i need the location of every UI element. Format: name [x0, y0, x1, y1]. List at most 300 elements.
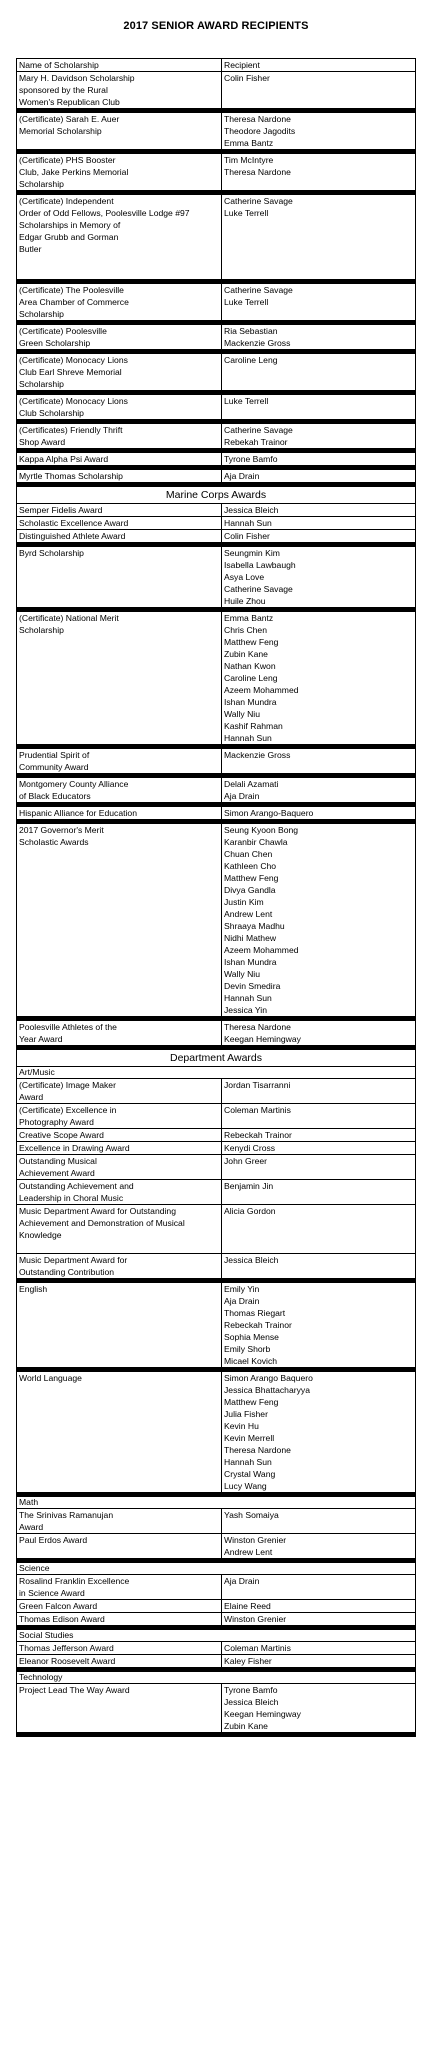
section-header-label: Department Awards — [169, 1052, 263, 1064]
recipient-name: Catherine Savage — [224, 584, 293, 594]
category-header — [17, 1497, 415, 1509]
recipient-name: Kathleen Cho — [224, 861, 277, 871]
recipient-name: John Greer — [224, 1156, 267, 1166]
award-name-cell — [17, 530, 222, 542]
table-row — [17, 1372, 415, 1497]
table-row — [17, 1104, 415, 1129]
award-name-line: Distinguished Athlete Award — [19, 531, 126, 541]
award-name-line: (Certificate) Independent — [19, 196, 114, 206]
award-name-cell — [17, 72, 222, 108]
table-row — [17, 424, 415, 453]
recipient-name: Tim McIntyre — [224, 155, 274, 165]
award-name-cell — [17, 1180, 222, 1204]
award-name-line: Award — [19, 1092, 44, 1102]
award-name-line: Club Earl Shreve Memorial — [19, 367, 122, 377]
recipient-name: Alicia Gordon — [224, 1206, 276, 1216]
table-row — [17, 1684, 415, 1737]
recipient-name: Isabella Lawbaugh — [224, 560, 296, 570]
recipient-cell — [222, 1254, 413, 1278]
recipient-cell — [222, 1129, 413, 1141]
table-row — [17, 1254, 415, 1283]
award-name-line: Women's Republican Club — [19, 97, 120, 107]
table-row — [17, 749, 415, 778]
award-name-line: Achievement Award — [19, 1168, 95, 1178]
table-row — [17, 824, 415, 1021]
table-row — [17, 504, 415, 517]
recipient-name: Caroline Leng — [224, 673, 278, 683]
recipient-name: Zubin Kane — [224, 1721, 268, 1731]
recipient-name: Catherine Savage — [224, 285, 293, 295]
award-name-line: Year Award — [19, 1034, 63, 1044]
recipient-name: Emma Bantz — [224, 138, 274, 148]
recipient-name: Matthew Feng — [224, 637, 279, 647]
recipient-cell — [222, 1104, 413, 1128]
table-row — [17, 517, 415, 530]
award-name-line: Paul Erdos Award — [19, 1535, 88, 1545]
recipient-name: Crystal Wang — [224, 1469, 276, 1479]
recipient-name: Theresa Nardone — [224, 114, 291, 124]
award-name-cell — [17, 1283, 222, 1367]
award-name-line: Music Department Award for — [19, 1255, 128, 1265]
recipient-cell — [222, 470, 413, 482]
award-name-line: Mary H. Davidson Scholarship — [19, 73, 135, 83]
recipient-name: Ishan Mundra — [224, 957, 277, 967]
recipient-name: Luke Terrell — [224, 396, 269, 406]
category-header — [17, 1630, 415, 1642]
table-row — [17, 470, 415, 487]
award-name-line: Music Department Award for Outstanding — [19, 1206, 176, 1216]
recipient-name: Aja Drain — [224, 1576, 260, 1586]
award-name-cell — [17, 354, 222, 390]
recipient-name: Hannah Sun — [224, 733, 272, 743]
table-row — [17, 72, 415, 113]
recipient-name: Delali Azamati — [224, 779, 279, 789]
recipient-cell — [222, 59, 413, 71]
recipient-cell — [222, 325, 413, 349]
recipient-cell — [222, 1205, 413, 1253]
table-row — [17, 1613, 415, 1630]
section-header — [17, 487, 415, 504]
table-row — [17, 453, 415, 470]
award-name-cell — [17, 517, 222, 529]
recipient-cell — [222, 72, 413, 108]
table-row — [17, 807, 415, 824]
table-row — [17, 1155, 415, 1180]
recipient-name: Rebekah Trainor — [224, 437, 288, 447]
table-row — [17, 354, 415, 395]
award-name-cell — [17, 1254, 222, 1278]
recipient-cell — [222, 749, 413, 773]
table-row — [17, 612, 415, 749]
recipient-name: Lucy Wang — [224, 1481, 267, 1491]
award-name-line: Poolesville Athletes of the — [19, 1022, 117, 1032]
recipient-cell — [222, 1509, 413, 1533]
recipient-cell — [222, 824, 413, 1016]
category-label: Technology — [19, 1672, 63, 1682]
award-name-line: Club, Jake Perkins Memorial — [19, 167, 129, 177]
table-row — [17, 1575, 415, 1600]
table-row — [17, 195, 415, 284]
award-name-cell — [17, 807, 222, 819]
table-row — [17, 1509, 415, 1534]
recipient-cell — [222, 354, 413, 390]
recipient-cell — [222, 284, 413, 320]
recipient-name: Hannah Sun — [224, 518, 272, 528]
award-name-cell — [17, 1079, 222, 1103]
award-name-cell — [17, 1684, 222, 1732]
award-name-line: (Certificate) Sarah E. Auer — [19, 114, 120, 124]
recipient-cell — [222, 1642, 413, 1654]
award-name-line: Name of Scholarship — [19, 60, 99, 70]
recipient-cell — [222, 195, 413, 279]
table-row — [17, 547, 415, 612]
award-name-cell — [17, 749, 222, 773]
award-name-line: Byrd Scholarship — [19, 548, 84, 558]
recipient-name: Julia Fisher — [224, 1409, 268, 1419]
recipient-name: Kashif Rahman — [224, 721, 283, 731]
recipient-name: Tyrone Bamfo — [224, 454, 278, 464]
recipient-name: Rebeckah Trainor — [224, 1130, 292, 1140]
award-name-line: (Certificate) Poolesville — [19, 326, 107, 336]
recipient-cell — [222, 154, 413, 190]
recipient-cell — [222, 1155, 413, 1179]
recipient-name: Wally Niu — [224, 969, 260, 979]
table-row — [17, 530, 415, 547]
award-name-cell — [17, 1600, 222, 1612]
award-name-line: Kappa Alpha Psi Award — [19, 454, 109, 464]
award-name-line: Scholastic Excellence Award — [19, 518, 129, 528]
recipient-name: Coleman Martinis — [224, 1643, 291, 1653]
recipient-cell — [222, 1283, 413, 1367]
recipient-name: Jessica Yin — [224, 1005, 267, 1015]
recipient-cell — [222, 453, 413, 465]
award-name-line: in Science Award — [19, 1588, 85, 1598]
recipient-name: Ishan Mundra — [224, 697, 277, 707]
recipient-cell — [222, 1575, 413, 1599]
award-name-line: Leadership in Choral Music — [19, 1193, 124, 1203]
award-name-line: Award — [19, 1522, 44, 1532]
award-name-line: Photography Award — [19, 1117, 94, 1127]
award-name-cell — [17, 470, 222, 482]
recipient-name: Justin Kim — [224, 897, 264, 907]
recipient-name: Hannah Sun — [224, 993, 272, 1003]
recipient-name: Simon Arango Baquero — [224, 1373, 313, 1383]
recipient-cell — [222, 113, 413, 149]
award-name-line: Prudential Spirit of — [19, 750, 90, 760]
recipient-cell — [222, 1142, 413, 1154]
recipient-name: Nidhi Mathew — [224, 933, 277, 943]
award-name-cell — [17, 1655, 222, 1667]
award-name-line: Myrtle Thomas Scholarship — [19, 471, 123, 481]
award-name-cell — [17, 1104, 222, 1128]
recipient-name: Aja Drain — [224, 1296, 260, 1306]
recipient-cell — [222, 1684, 413, 1732]
award-name-cell — [17, 778, 222, 802]
table-row — [17, 154, 415, 195]
recipient-name: Micael Kovich — [224, 1356, 278, 1366]
award-name-line: Green Falcon Award — [19, 1601, 98, 1611]
recipient-cell — [222, 1079, 413, 1103]
award-name-line: Green Scholarship — [19, 338, 91, 348]
award-name-cell — [17, 1575, 222, 1599]
recipient-name: Catherine Savage — [224, 425, 293, 435]
award-name-line: Shop Award — [19, 437, 66, 447]
award-name-line: Club Scholarship — [19, 408, 84, 418]
recipient-name: Mackenzie Gross — [224, 750, 291, 760]
recipient-name: Chuan Chen — [224, 849, 273, 859]
recipient-name: Jessica Bleich — [224, 505, 279, 515]
award-name-cell — [17, 1021, 222, 1045]
recipient-name: Emily Shorb — [224, 1344, 271, 1354]
recipient-name: Devin Smedira — [224, 981, 281, 991]
recipient-name: Luke Terrell — [224, 297, 269, 307]
recipient-name: Tyrone Bamfo — [224, 1685, 278, 1695]
recipient-name: Jessica Bleich — [224, 1697, 279, 1707]
award-name-line: (Certificate) National Merit — [19, 613, 119, 623]
category-header — [17, 1563, 415, 1575]
recipient-name: Chris Chen — [224, 625, 267, 635]
table-row — [17, 113, 415, 154]
award-name-cell — [17, 113, 222, 149]
award-name-line: Scholarship — [19, 625, 64, 635]
recipient-name: Caroline Leng — [224, 355, 278, 365]
recipient-name: Matthew Feng — [224, 873, 279, 883]
recipient-name: Rebeckah Trainor — [224, 1320, 292, 1330]
recipient-name: Theresa Nardone — [224, 1445, 291, 1455]
award-name-line: World Language — [19, 1373, 82, 1383]
award-name-line: (Certificate) Monocacy Lions — [19, 396, 128, 406]
table-row — [17, 778, 415, 807]
award-name-cell — [17, 1155, 222, 1179]
recipient-cell — [222, 504, 413, 516]
award-name-line: Excellence in Drawing Award — [19, 1143, 130, 1153]
recipient-name: Karanbir Chawla — [224, 837, 288, 847]
award-name-line: (Certificate) The Poolesville — [19, 285, 124, 295]
recipient-name: Yash Somaiya — [224, 1510, 279, 1520]
award-name-cell — [17, 1613, 222, 1625]
award-name-cell — [17, 154, 222, 190]
recipient-cell — [222, 517, 413, 529]
award-name-cell — [17, 325, 222, 349]
recipient-cell — [222, 424, 413, 448]
award-name-line: The Srinivas Ramanujan — [19, 1510, 114, 1520]
recipient-name: Catherine Savage — [224, 196, 293, 206]
recipient-name: Theresa Nardone — [224, 1022, 291, 1032]
recipient-name: Keegan Hemingway — [224, 1709, 301, 1719]
recipient-name: Andrew Lent — [224, 909, 273, 919]
award-name-line: (Certificate) Monocacy Lions — [19, 355, 128, 365]
recipient-name: Jessica Bleich — [224, 1255, 279, 1265]
recipient-name: Asya Love — [224, 572, 265, 582]
award-name-line: (Certificates) Friendly Thrift — [19, 425, 123, 435]
table-row — [17, 1534, 415, 1563]
category-label: Art/Music — [19, 1067, 55, 1077]
award-name-line: English — [19, 1284, 48, 1294]
award-name-cell — [17, 395, 222, 419]
award-name-line: Scholarship — [19, 379, 64, 389]
table-row — [17, 1079, 415, 1104]
award-name-cell — [17, 547, 222, 607]
recipient-name: Seungmin Kim — [224, 548, 280, 558]
award-name-line: of Black Educators — [19, 791, 91, 801]
category-header — [17, 1067, 415, 1079]
recipient-name: Huile Zhou — [224, 596, 266, 606]
award-name-line: Community Award — [19, 762, 89, 772]
recipient-cell — [222, 530, 413, 542]
recipient-name: Kenydi Cross — [224, 1143, 276, 1153]
award-name-line: Scholastic Awards — [19, 837, 89, 847]
award-name-line: Knowledge — [19, 1230, 62, 1240]
award-name-line: Eleanor Roosevelt Award — [19, 1656, 116, 1666]
award-name-line: Scholarship — [19, 309, 64, 319]
award-name-cell — [17, 1372, 222, 1492]
recipient-name: Kaley Fisher — [224, 1656, 272, 1666]
recipient-name: Luke Terrell — [224, 208, 269, 218]
category-label: Science — [19, 1563, 50, 1573]
award-name-line: Project Lead The Way Award — [19, 1685, 130, 1695]
recipient-name: Aja Drain — [224, 791, 260, 801]
award-name-line: Thomas Jefferson Award — [19, 1643, 114, 1653]
recipient-name: Elaine Reed — [224, 1601, 271, 1611]
table-row — [17, 325, 415, 354]
table-row — [17, 1142, 415, 1155]
recipient-name: Keegan Hemingway — [224, 1034, 301, 1044]
award-name-line: sponsored by the Rural — [19, 85, 108, 95]
recipient-name: Jordan Tisarranni — [224, 1080, 291, 1090]
category-label: Social Studies — [19, 1630, 74, 1640]
recipient-name: Thomas Riegart — [224, 1308, 286, 1318]
category-header — [17, 1672, 415, 1684]
table-row — [17, 1600, 415, 1613]
award-name-line: Butler — [19, 244, 42, 254]
recipient-cell — [222, 1021, 413, 1045]
recipient-cell — [222, 778, 413, 802]
award-name-line: Achievement and Demonstration of Musical — [19, 1218, 185, 1228]
recipient-cell — [222, 807, 413, 819]
section-header-label: Marine Corps Awards — [165, 489, 267, 501]
table-row — [17, 1205, 415, 1254]
award-name-cell — [17, 612, 222, 744]
recipient-name: Coleman Martinis — [224, 1105, 291, 1115]
section-header — [17, 1050, 415, 1067]
recipient-cell — [222, 1534, 413, 1558]
award-name-cell — [17, 824, 222, 1016]
table-row — [17, 59, 415, 72]
award-name-line: Semper Fidelis Award — [19, 505, 103, 515]
recipient-name: Kevin Hu — [224, 1421, 259, 1431]
recipient-name: Andrew Lent — [224, 1547, 273, 1557]
recipient-cell — [222, 1600, 413, 1612]
recipient-name: Winston Grenier — [224, 1614, 287, 1624]
award-name-line: Memorial Scholarship — [19, 126, 102, 136]
recipient-name: Theodore Jagodits — [224, 126, 296, 136]
award-name-line: Hispanic Alliance for Education — [19, 808, 137, 818]
award-name-line: Montgomery County Alliance — [19, 779, 129, 789]
table-row — [17, 1283, 415, 1372]
category-label: Math — [19, 1497, 39, 1507]
award-name-line: Edgar Grubb and Gorman — [19, 232, 119, 242]
table-row — [17, 395, 415, 424]
recipient-name: Seung Kyoon Bong — [224, 825, 299, 835]
recipient-name: Emily Yin — [224, 1284, 260, 1294]
recipient-name: Ria Sebastian — [224, 326, 278, 336]
table-row — [17, 1021, 415, 1050]
award-name-cell — [17, 1205, 222, 1253]
recipient-cell — [222, 1655, 413, 1667]
recipient-name: Recipient — [224, 60, 260, 70]
award-name-cell — [17, 1129, 222, 1141]
recipient-name: Colin Fisher — [224, 73, 270, 83]
award-name-line: Scholarship — [19, 179, 64, 189]
recipient-name: Mackenzie Gross — [224, 338, 291, 348]
award-name-line: (Certificate) PHS Booster — [19, 155, 116, 165]
recipient-name: Winston Grenier — [224, 1535, 287, 1545]
recipient-name: Hannah Sun — [224, 1457, 272, 1467]
award-name-line: 2017 Governor's Merit — [19, 825, 104, 835]
recipient-cell — [222, 547, 413, 607]
award-name-cell — [17, 195, 222, 279]
award-name-line: Outstanding Musical — [19, 1156, 97, 1166]
recipient-name: Shraaya Madhu — [224, 921, 285, 931]
award-name-cell — [17, 1534, 222, 1558]
award-name-cell — [17, 284, 222, 320]
award-name-line: Creative Scope Award — [19, 1130, 104, 1140]
recipient-cell — [222, 1372, 413, 1492]
award-name-cell — [17, 504, 222, 516]
award-name-cell — [17, 424, 222, 448]
recipient-name: Kevin Merrell — [224, 1433, 275, 1443]
table-row — [17, 284, 415, 325]
recipient-name: Theresa Nardone — [224, 167, 291, 177]
recipient-name: Sophia Mense — [224, 1332, 279, 1342]
table-row — [17, 1642, 415, 1655]
page-title: 2017 SENIOR AWARD RECIPIENTS — [123, 20, 309, 32]
award-name-line: Outstanding Achievement and — [19, 1181, 134, 1191]
recipient-cell — [222, 1180, 413, 1204]
award-name-line: Outstanding Contribution — [19, 1267, 115, 1277]
recipient-name: Simon Arango-Baquero — [224, 808, 314, 818]
award-name-line: Rosalind Franklin Excellence — [19, 1576, 130, 1586]
award-name-cell — [17, 1509, 222, 1533]
recipient-name: Zubin Kane — [224, 649, 268, 659]
awards-table — [16, 58, 416, 1737]
recipient-name: Emma Bantz — [224, 613, 274, 623]
award-name-line: Area Chamber of Commerce — [19, 297, 129, 307]
recipient-name: Benjamin Jin — [224, 1181, 274, 1191]
award-name-line: (Certificate) Image Maker — [19, 1080, 116, 1090]
recipient-name: Colin Fisher — [224, 531, 270, 541]
recipient-cell — [222, 612, 413, 744]
award-name-line: Thomas Edison Award — [19, 1614, 105, 1624]
recipient-name: Matthew Feng — [224, 1397, 279, 1407]
recipient-name: Jessica Bhattacharyya — [224, 1385, 310, 1395]
award-name-cell — [17, 1642, 222, 1654]
table-row — [17, 1655, 415, 1672]
recipient-name: Azeem Mohammed — [224, 945, 299, 955]
recipient-cell — [222, 395, 413, 419]
recipient-name: Wally Niu — [224, 709, 260, 719]
table-row — [17, 1129, 415, 1142]
recipient-name: Azeem Mohammed — [224, 685, 299, 695]
award-name-line: (Certificate) Excellence in — [19, 1105, 117, 1115]
table-row — [17, 1180, 415, 1205]
award-name-line: Order of Odd Fellows, Poolesville Lodge #97 — [19, 208, 190, 218]
recipient-name: Divya Gandla — [224, 885, 276, 895]
award-name-cell — [17, 453, 222, 465]
award-name-line: Scholarships in Memory of — [19, 220, 121, 230]
recipient-cell — [222, 1613, 413, 1625]
recipient-name: Aja Drain — [224, 471, 260, 481]
